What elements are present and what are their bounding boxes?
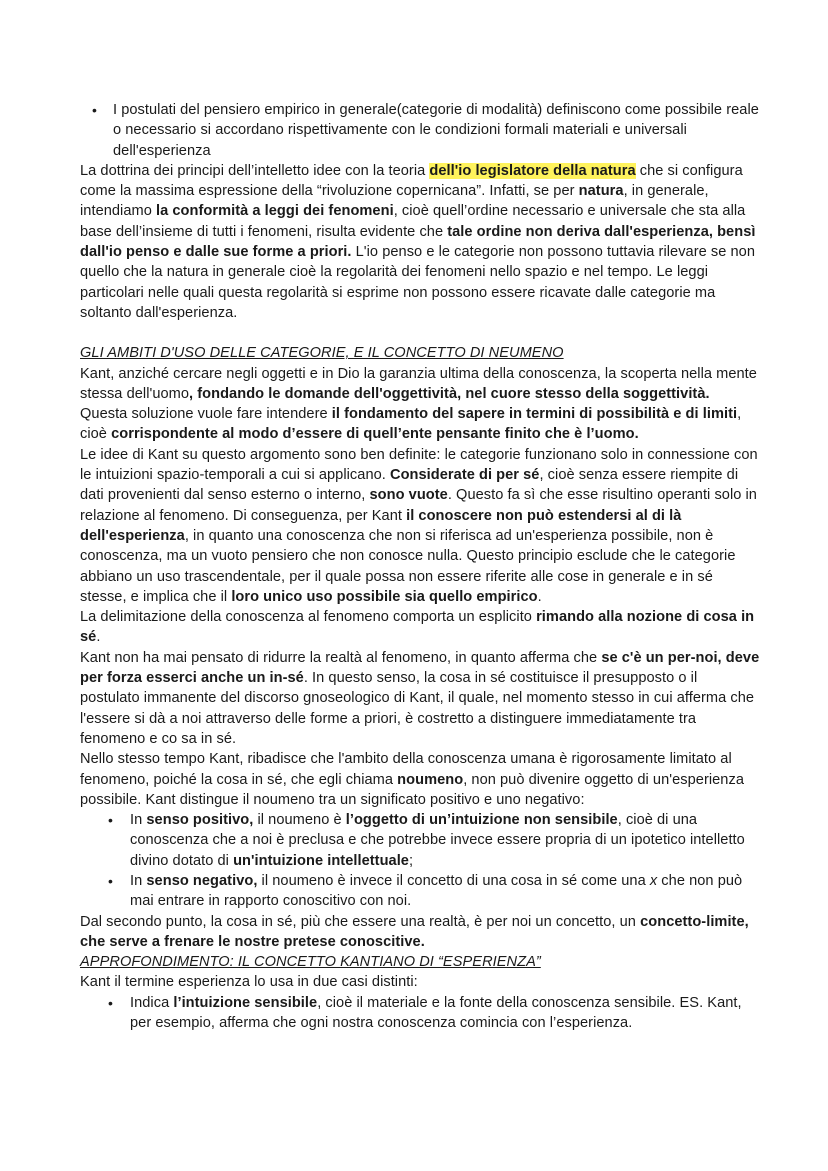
bold-run: noumeno — [397, 771, 464, 788]
text-run: Kant, anziché cercare negli oggetti e in Dio la garanzia ultima della conoscenza, la scoperta nella mente stessa dell'uomo — [80, 365, 757, 402]
text-run: il noumeno è invece il concetto di una cosa in sé come una — [257, 872, 650, 889]
bold-run: concetto-limite, che serve a frenare le nostre pretese conoscitive. — [80, 913, 749, 950]
paragraph-per-noi-in-se — [80, 648, 760, 749]
bullet-senso-positivo — [80, 810, 760, 871]
paragraph-categorie-vuote — [80, 445, 760, 607]
highlighted-phrase: dell'io legislatore della natura — [429, 162, 636, 179]
section-heading-categorie: GLI AMBITI D'USO DELLE CATEGORIE, E IL CONCETTO DI NEUMENO — [80, 345, 564, 362]
bullet-text: I postulati del pensiero empirico in generale(categorie di modalità) definiscono come possibile reale o necessario si accordano rispettivamente con le condizioni formali materiali e universali dell'esperienza — [113, 102, 759, 159]
bold-run: il conoscere non può estendersi al di là dell'esperienza — [80, 507, 682, 544]
document-body — [80, 100, 760, 1033]
text-run: Dal secondo punto, la cosa in sé, più che essere una realtà, è per noi un concetto, un — [80, 913, 641, 930]
bold-run: il fondamento del sapere in termini di possibilità e di limiti — [331, 406, 738, 423]
text-run: . In questo senso, la cosa in sé costituisce il presupposto o il postulato immanente del discorso gnoseologico di Kant, il quale, nel momento stesso in cui afferma che l'essere si dà a noi attraverso delle forme a priori, è costretto a distinguere immediatamente tra fenomeno e co sa in sé. — [80, 670, 755, 747]
text-run: , cioè quell’ordine necessario e universale che sta alla base dell’insieme di tutti i fenomeni, risulta evidente che — [80, 203, 746, 240]
text-run: L'io penso e le categorie non possono tuttavia rilevare se non quello che la natura in generale cioè la regolarità dei fenomeni nello spazio e nel tempo. Le leggi particolari nelle quali questa regolarità si esprime non possono essere ricavate dalle categorie ma soltanto dall'esperienza. — [80, 244, 756, 321]
bold-run: se c'è un per-noi, deve per forza esserci anche un in-sé — [80, 649, 760, 687]
paragraph-esperienza-intro: Kant il termine esperienza lo usa in due casi distinti: — [80, 974, 418, 991]
text-run: , in generale, intendiamo — [80, 183, 709, 220]
bold-run: un'intuizione intellettuale — [233, 852, 409, 869]
italic-run: x — [649, 872, 658, 889]
bold-run: Considerate di per sé — [390, 467, 540, 484]
bold-run: tale ordine non deriva dall'esperienza, bensì dall'io penso e dalle sue forme a priori. — [80, 223, 756, 261]
bold-run: l’intuizione sensibile — [173, 994, 318, 1011]
section-heading-esperienza: APPROFONDIMENTO: IL CONCETTO KANTIANO DI “ESPERIENZA” — [80, 954, 541, 971]
text-run: , in quanto una conoscenza che non si riferisca ad un'esperienza possibile, non è conoscenza, ma un vuoto pensiero che non conosce nulla. Questo principio esclude che le categorie abbiano un uso trascendentale, per il quale possa non essere riferite alle cose in generale e in sé stesse, e implica che il — [80, 527, 736, 605]
text-run: che non può mai entrare in rapporto conoscitivo con noi. — [130, 872, 743, 910]
text-run: , cioè il materiale e la fonte della conoscenza sensibile. ES. Kant, per esempio, afferma che ogni nostra conoscenza comincia con l’esperienza. — [130, 994, 742, 1032]
paragraph-gap — [80, 323, 760, 343]
text-run: , non può divenire oggetto di un'esperienza possibile. Kant distingue il noumeno tra un significato positivo e uno negativo: — [80, 771, 744, 808]
paragraph-noumeno — [80, 749, 760, 810]
text-run: che si configura come la massima espressione della “rivoluzione copernicana”. Infatti, se per — [80, 162, 743, 200]
paragraph-io-legislatore — [80, 161, 760, 323]
text-run: il noumeno è — [253, 812, 346, 829]
text-run: La dottrina dei principi dell’intelletto idee con la teoria — [80, 162, 430, 179]
text-run: , cioè senza essere riempite di dati provenienti dal senso esterno o interno, — [80, 467, 739, 504]
bold-run: natura — [578, 183, 624, 200]
text-run: . — [96, 629, 101, 646]
bold-run: , fondando le domande dell'oggettività, nel cuore stesso della soggettività. — [189, 385, 710, 402]
text-run: In — [130, 872, 147, 889]
text-run: . — [537, 588, 542, 605]
bold-run: senso negativo, — [146, 872, 258, 889]
text-run: , cioè di una conoscenza che a noi è preclusa e che potrebbe invece essere propria di un ipotetico intelletto divino dotato di — [130, 812, 745, 869]
text-run: ; — [408, 852, 414, 869]
paragraph-kant-soggettivita — [80, 364, 760, 445]
paragraph-delimitazione — [80, 607, 760, 648]
bold-run: rimando alla nozione di cosa in sé — [80, 609, 755, 646]
bullet-icon: • — [108, 994, 113, 1011]
bullet-senso-negativo — [80, 871, 760, 912]
bold-run: la conformità a leggi dei fenomeni — [156, 203, 394, 220]
bullet-icon: • — [92, 102, 97, 118]
text-run: . Questo fa sì che esse risultino operanti solo in relazione al fenomeno. Di conseguenza, per Kant — [80, 487, 757, 524]
bold-run: senso positivo, — [146, 812, 254, 829]
text-run: Indica — [130, 994, 174, 1011]
text-run: La delimitazione della conoscenza al fenomeno comporta un esplicito — [80, 609, 537, 626]
bold-run: l’oggetto di un’intuizione non sensibile — [345, 812, 618, 829]
bold-run: loro unico uso possibile sia quello empirico — [231, 588, 538, 605]
paragraph-concetto-limite — [80, 912, 760, 953]
text-run: Kant non ha mai pensato di ridurre la realtà al fenomeno, in quanto afferma che — [80, 649, 602, 666]
bullet-intuizione-sensibile — [80, 993, 760, 1034]
bullet-icon: • — [108, 812, 113, 829]
text-run: In — [130, 812, 147, 829]
text-run: , cioè — [80, 406, 742, 443]
bold-run: corrispondente al modo d’essere di quell’ente pensante finito che è l’uomo. — [111, 426, 639, 443]
bold-run: sono vuote — [369, 487, 448, 504]
text-run: Le idee di Kant su questo argomento sono ben definite: le categorie funzionano solo in connessione con le intuizioni spazio-temporali a cui si applicano. — [80, 446, 758, 484]
text-run: Questa soluzione vuole fare intendere — [80, 406, 332, 423]
text-run: Nello stesso tempo Kant, ribadisce che l'ambito della conoscenza umana è rigorosamente limitato al fenomeno, poiché la cosa in sé, che egli chiama — [80, 751, 732, 788]
bullet-icon: • — [108, 872, 113, 889]
bullet-modal-postulates — [80, 100, 760, 161]
